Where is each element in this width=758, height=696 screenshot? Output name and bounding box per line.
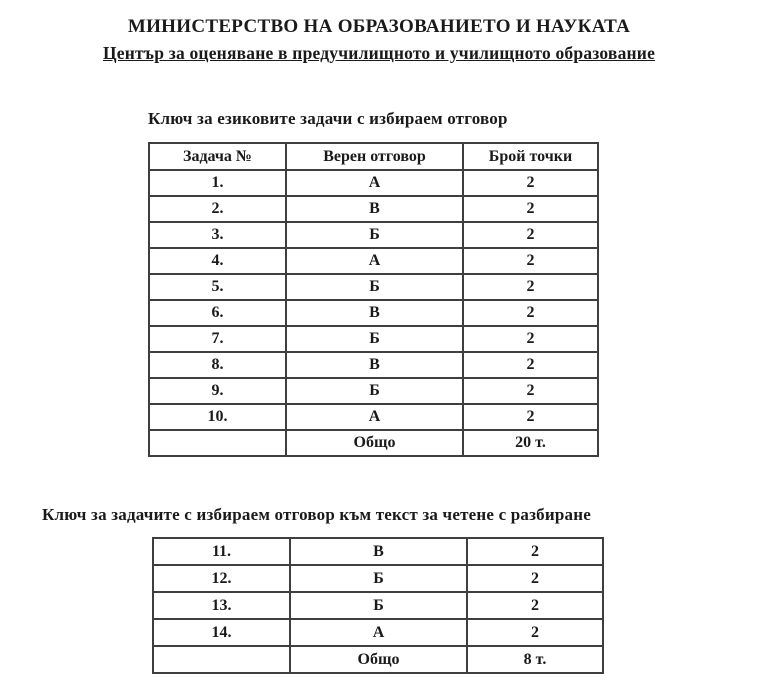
answer-cell: А	[286, 404, 463, 430]
task-number-cell: 10.	[149, 404, 286, 430]
table-row	[153, 619, 603, 646]
task-number-cell: 5.	[149, 274, 286, 300]
answer-cell: В	[286, 196, 463, 222]
task-number-cell: 7.	[149, 326, 286, 352]
task-number-cell: 8.	[149, 352, 286, 378]
points-cell: 2	[463, 274, 598, 300]
table-row	[149, 352, 598, 378]
total-label-cell: Общо	[286, 430, 463, 456]
task-number-cell: 12.	[153, 565, 290, 592]
empty-cell	[153, 646, 290, 673]
column-header-task-number: Задача №	[149, 143, 286, 170]
points-cell: 2	[467, 619, 603, 646]
task-number-cell: 1.	[149, 170, 286, 196]
points-cell: 2	[463, 222, 598, 248]
total-points-cell: 20 т.	[463, 430, 598, 456]
reading-tasks-key-table	[152, 537, 604, 674]
task-number-cell: 2.	[149, 196, 286, 222]
empty-cell	[149, 430, 286, 456]
table-row	[149, 404, 598, 430]
task-number-cell: 13.	[153, 592, 290, 619]
table-row	[149, 274, 598, 300]
task-number-cell: 11.	[153, 538, 290, 565]
points-cell: 2	[463, 300, 598, 326]
language-tasks-key-table	[148, 142, 599, 457]
points-cell: 2	[463, 378, 598, 404]
table-row	[149, 170, 598, 196]
language-tasks-key-title: Ключ за езиковите задачи с избираем отговор	[148, 109, 508, 128]
total-row	[153, 646, 603, 673]
table-row	[153, 592, 603, 619]
answer-cell: Б	[290, 592, 467, 619]
total-row	[149, 430, 598, 456]
task-number-cell: 9.	[149, 378, 286, 404]
points-cell: 2	[467, 592, 603, 619]
answer-cell: Б	[290, 565, 467, 592]
center-subtitle: Център за оценяване в предучилищното и училищното образование	[102, 43, 656, 63]
document-header	[0, 16, 758, 64]
points-cell: 2	[463, 196, 598, 222]
table-row	[149, 326, 598, 352]
points-cell: 2	[467, 538, 603, 565]
table-header-row	[149, 143, 598, 170]
column-header-points: Брой точки	[463, 143, 598, 170]
answer-cell: А	[286, 170, 463, 196]
answer-cell: В	[286, 352, 463, 378]
task-number-cell: 6.	[149, 300, 286, 326]
table-row	[149, 378, 598, 404]
table-row	[149, 300, 598, 326]
answer-cell: А	[286, 248, 463, 274]
ministry-title: МИНИСТЕРСТВО НА ОБРАЗОВАНИЕТО И НАУКАТА	[127, 16, 631, 37]
points-cell: 2	[463, 170, 598, 196]
column-header-correct-answer: Верен отговор	[286, 143, 463, 170]
points-cell: 2	[463, 404, 598, 430]
answer-cell: Б	[286, 326, 463, 352]
table-row	[149, 196, 598, 222]
total-label-cell: Общо	[290, 646, 467, 673]
table-row	[153, 565, 603, 592]
answer-cell: В	[290, 538, 467, 565]
answer-cell: А	[290, 619, 467, 646]
answer-cell: В	[286, 300, 463, 326]
points-cell: 2	[463, 248, 598, 274]
task-number-cell: 14.	[153, 619, 290, 646]
answer-cell: Б	[286, 274, 463, 300]
points-cell: 2	[467, 565, 603, 592]
answer-cell: Б	[286, 222, 463, 248]
table-row	[153, 538, 603, 565]
points-cell: 2	[463, 326, 598, 352]
task-number-cell: 4.	[149, 248, 286, 274]
total-points-cell: 8 т.	[467, 646, 603, 673]
table-row	[149, 222, 598, 248]
task-number-cell: 3.	[149, 222, 286, 248]
table-row	[149, 248, 598, 274]
reading-tasks-key-title: Ключ за задачите с избираем отговор към текст за четене с разбиране	[42, 505, 591, 524]
answer-cell: Б	[286, 378, 463, 404]
points-cell: 2	[463, 352, 598, 378]
